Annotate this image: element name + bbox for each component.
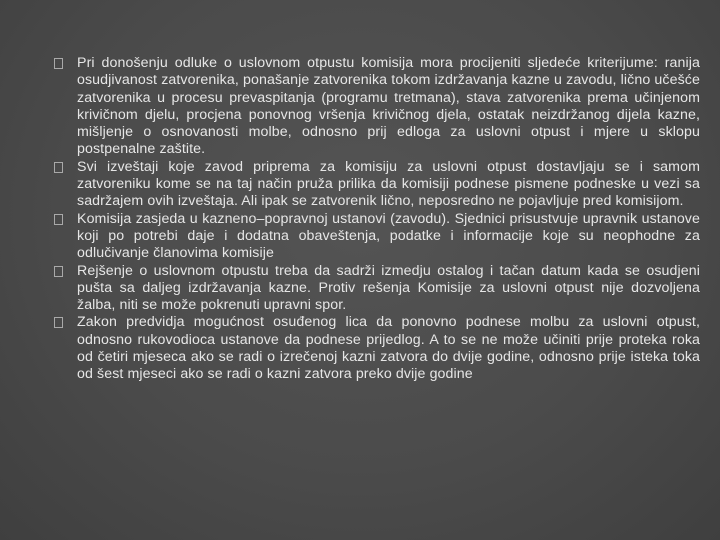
- bullet-item: [52, 263, 700, 315]
- square-bullet-icon: [54, 317, 63, 328]
- bullet-item: [52, 55, 700, 159]
- square-bullet-icon: [54, 214, 63, 225]
- bullet-list: [52, 55, 700, 384]
- square-bullet-icon: [54, 162, 63, 173]
- bullet-item: [52, 211, 700, 263]
- bullet-text: Rejšenje o uslovnom otpustu treba da sadrži izmedju ostalog i tačan datum kada se osudjeni pušta sa daljeg izdržavanja kazne. Protiv rešenja Komisije za uslovni otpust nije dozvoljena žalba, niti se može pokrenuti upravni spor.: [77, 262, 700, 314]
- bullet-item: [52, 314, 700, 383]
- bullet-text: Zakon predvidja mogućnost osuđenog lica da ponovno podnese molbu za uslovni otpust, odnosno rukovodioca ustanove da podnese prijedlog. A to se ne može učiniti prije proteka roka od četiri mjeseca ako se radi o izrečenoj kazni zatvora do dvije godine, odnosno prije isteka toka od šest mjeseci ako se radi o kazni zatvora preko dvije godine: [77, 314, 700, 383]
- bullet-text: Pri donošenju odluke o uslovnom otpustu komisija mora procijeniti sljedeće kriterijume: ranija osudjivanost zatvorenika, ponašanje zatvorenika tokom izdržavanja kazne u zavodu, lično učešće zatvorenika u procesu prevaspitanja (programu tretmana), stava zatvorenika prema učinjenom krivičnom djelu, procjena ponovnog vršenja krivičnog djela, ostatak neizdržanog dijela kazne, mišljenje o osnovanosti molbe, odnosno prij edloga za uslovni otpust i mjere u sklopu postpenalne zaštite.: [77, 55, 700, 158]
- bullet-text: Komisija zasjeda u kazneno–popravnoj ustanovi (zavodu). Sjednici prisustvuje upravnik ustanove koji po potrebi daje i dodatna obaveštenja, podatke i informacije koje su neophodne za odlučivanje članovima komisije: [77, 210, 700, 262]
- square-bullet-icon: [54, 58, 63, 69]
- bullet-text: Svi izveštaji koje zavod priprema za komisiju za uslovni otpust dostavljaju se i samom zatvoreniku kome se na taj način pruža prilika da komisiji podnese pismene podneske u vezi sa sadržajem ovih izveštaja. Ali ipak se zatvorenik lično, neposredno ne pojavljuje pred komisijom.: [77, 158, 700, 210]
- bullet-item: [52, 159, 700, 211]
- square-bullet-icon: [54, 266, 63, 277]
